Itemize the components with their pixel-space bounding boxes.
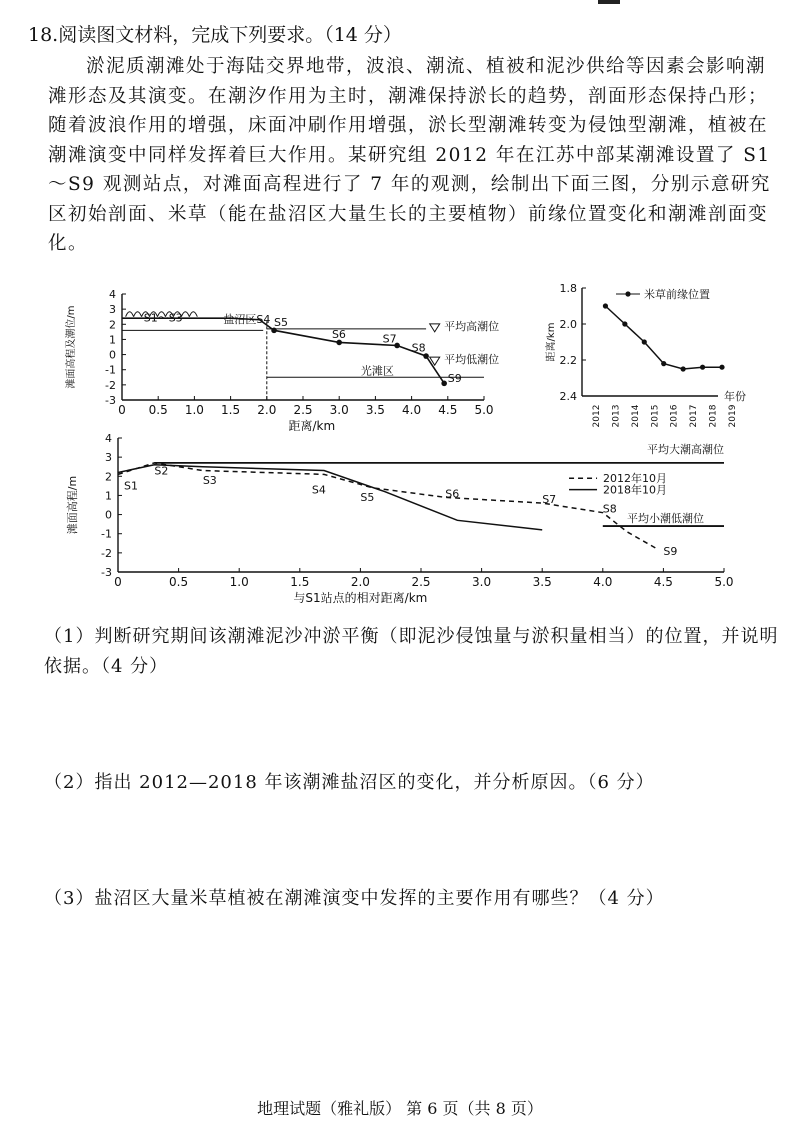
- y-tick-label: -3: [105, 394, 116, 407]
- y-axis-label: 滩面高程及潮位/m: [66, 305, 77, 389]
- high-tide-label: 平均高潮位: [444, 319, 500, 333]
- y-tick-label: 2.4: [559, 390, 577, 403]
- y-axis-label: 滩面高程/m: [66, 475, 79, 535]
- y-tick-label: 0: [109, 348, 116, 362]
- x-tick-label: 1.5: [290, 575, 310, 589]
- station-label: S6: [331, 327, 346, 341]
- y-tick-label: -2: [105, 378, 116, 392]
- question-title: [28, 20, 402, 47]
- x-tick-label: 1.0: [229, 575, 249, 589]
- data-point: [642, 339, 647, 344]
- station-label: S5: [274, 315, 289, 329]
- vegetation-mark: [126, 312, 134, 317]
- y-tick-label: -1: [101, 527, 112, 541]
- x-tick-label: 3.5: [365, 403, 385, 417]
- station-label: S6: [445, 487, 460, 501]
- y-tick-label: -2: [101, 546, 112, 560]
- x-tick-label: 2017: [689, 404, 700, 428]
- x-tick-label: 3.0: [329, 403, 349, 417]
- station-label: S8: [411, 341, 426, 355]
- x-tick-label: 4.5: [438, 403, 458, 417]
- x-tick-label: 3.5: [532, 575, 552, 589]
- subquestion-3: （3）盐沼区大量米草植被在潮滩演变中发挥的主要作用有哪些？（4 分）: [44, 888, 665, 909]
- x-tick-label: 0: [114, 575, 122, 589]
- station-label: 盐沼区S4: [223, 312, 271, 326]
- series-line-1: [118, 465, 542, 530]
- chart-initial-profile: [60, 282, 520, 432]
- question-number: 18.: [28, 24, 59, 46]
- y-tick-label: 2.0: [559, 318, 577, 331]
- station-label: S1～S3: [143, 311, 183, 325]
- data-point: [681, 366, 686, 371]
- vegetation-mark: [134, 312, 142, 317]
- x-tick-label: 4.5: [653, 575, 673, 589]
- material-text: 淤泥质潮滩处于海陆交界地带，波浪、潮流、植被和泥沙供给等因素会影响潮滩形态及其演变。在潮汐作用为主时，潮滩保持淤长的趋势，剖面形态保持凸形；随着波浪作用的增强，床面冲刷作用增强，淤长型潮滩转变为侵蚀型潮滩，植被在潮滩演变中同样发挥着巨大作用。某研究组 2012 年在江苏中部某潮滩设置了 S1～S9 观测站点，对滩面高程进行了 7 年的观测，绘制出下面三图，分别示意研究区初始剖面、米草（能在盐沼区大量生长的主要植物）前缘位置变化和潮滩剖面变化。: [48, 56, 771, 254]
- y-tick-label: 3: [105, 451, 112, 465]
- x-tick-label: 2018: [708, 404, 719, 428]
- low-tide-label: 平均小潮低潮位: [627, 512, 705, 526]
- y-tick-label: 2.2: [559, 354, 577, 367]
- x-tick-label: 0.5: [169, 575, 189, 589]
- station-label: S1: [124, 479, 139, 493]
- high-tide-marker: [430, 324, 440, 332]
- station-label: S9: [447, 371, 462, 385]
- y-tick-label: 1: [109, 333, 116, 347]
- x-tick-label: 2019: [728, 404, 738, 428]
- x-tick-label: 1.0: [184, 403, 204, 417]
- legend-label: 米草前缘位置: [644, 288, 710, 301]
- y-tick-label: 1.8: [559, 282, 577, 295]
- series-line-0: [118, 463, 657, 549]
- y-tick-label: 4: [105, 432, 112, 445]
- data-point: [700, 365, 705, 370]
- x-tick-label: 4.0: [593, 575, 613, 589]
- y-tick-label: 2: [109, 318, 116, 332]
- y-tick-label: -1: [105, 363, 116, 377]
- legend-label-1: 2018年10月: [603, 483, 668, 497]
- series-line: [605, 306, 722, 369]
- y-tick-label: 4: [109, 288, 116, 301]
- legend-label-0: 2012年10月: [603, 472, 668, 486]
- x-axis-label: 年份: [724, 390, 746, 403]
- vegetation-mark: [189, 312, 197, 317]
- x-tick-label: 0.5: [148, 403, 168, 417]
- x-tick-label: 2.5: [411, 575, 431, 589]
- top-scan-mark: [598, 0, 620, 4]
- x-axis-label: 距离/km: [288, 419, 336, 432]
- data-point: [603, 303, 608, 308]
- y-tick-label: -3: [101, 566, 112, 579]
- station-label: S3: [202, 473, 217, 487]
- legend-marker: [625, 291, 630, 296]
- y-tick-label: 1: [105, 489, 112, 503]
- data-point: [622, 321, 627, 326]
- x-axis-label: 与S1站点的相对距离/km: [293, 591, 428, 605]
- station-label: S4: [311, 483, 326, 497]
- y-tick-label: 2: [105, 470, 112, 484]
- station-label: S9: [663, 544, 678, 558]
- x-tick-label: 2.0: [257, 403, 277, 417]
- x-tick-label: 2.5: [293, 403, 313, 417]
- x-tick-label: 5.0: [474, 403, 494, 417]
- chart-spartina-front: [540, 280, 780, 440]
- mudflat-label: 光滩区: [360, 364, 394, 378]
- y-tick-label: 0: [105, 508, 112, 522]
- subquestion-1: （1）判断研究期间该潮滩泥沙冲淤平衡（即泥沙侵蚀量与淤积量相当）的位置，并说明依据。（4 分）: [44, 626, 779, 677]
- low-tide-label: 平均低潮位: [444, 353, 500, 367]
- station-point: [441, 381, 447, 387]
- x-tick-label: 2012: [592, 404, 602, 428]
- x-tick-label: 2014: [630, 404, 641, 428]
- y-axis-label: 距离/km: [546, 322, 557, 362]
- x-tick-label: 5.0: [714, 575, 734, 589]
- station-label: S8: [602, 502, 617, 516]
- page-footer: 地理试题（雅礼版） 第 6 页（共 8 页）: [257, 1099, 543, 1118]
- x-tick-label: 2016: [669, 404, 680, 428]
- data-point: [661, 361, 666, 366]
- x-tick-label: 2015: [650, 404, 661, 428]
- material-paragraph: [48, 52, 778, 259]
- x-tick-label: 0: [118, 403, 126, 417]
- subquestion-2: （2）指出 2012—2018 年该潮滩盐沼区的变化，并分析原因。（6 分）: [44, 772, 655, 793]
- x-tick-label: 1.5: [221, 403, 241, 417]
- station-label: S5: [360, 491, 375, 505]
- station-label: S7: [382, 332, 397, 346]
- high-tide-label: 平均大潮高潮位: [647, 442, 724, 456]
- x-tick-label: 2.0: [350, 575, 370, 589]
- chart-profile-change: [60, 430, 750, 610]
- station-label: S7: [542, 493, 557, 507]
- y-tick-label: 3: [109, 303, 116, 317]
- station-label: S2: [154, 464, 169, 478]
- data-point: [719, 365, 724, 370]
- question-title-text: 阅读图文材料，完成下列要求。（14 分）: [58, 24, 402, 46]
- x-tick-label: 3.0: [472, 575, 492, 589]
- x-tick-label: 2013: [611, 404, 622, 428]
- x-tick-label: 4.0: [402, 403, 422, 417]
